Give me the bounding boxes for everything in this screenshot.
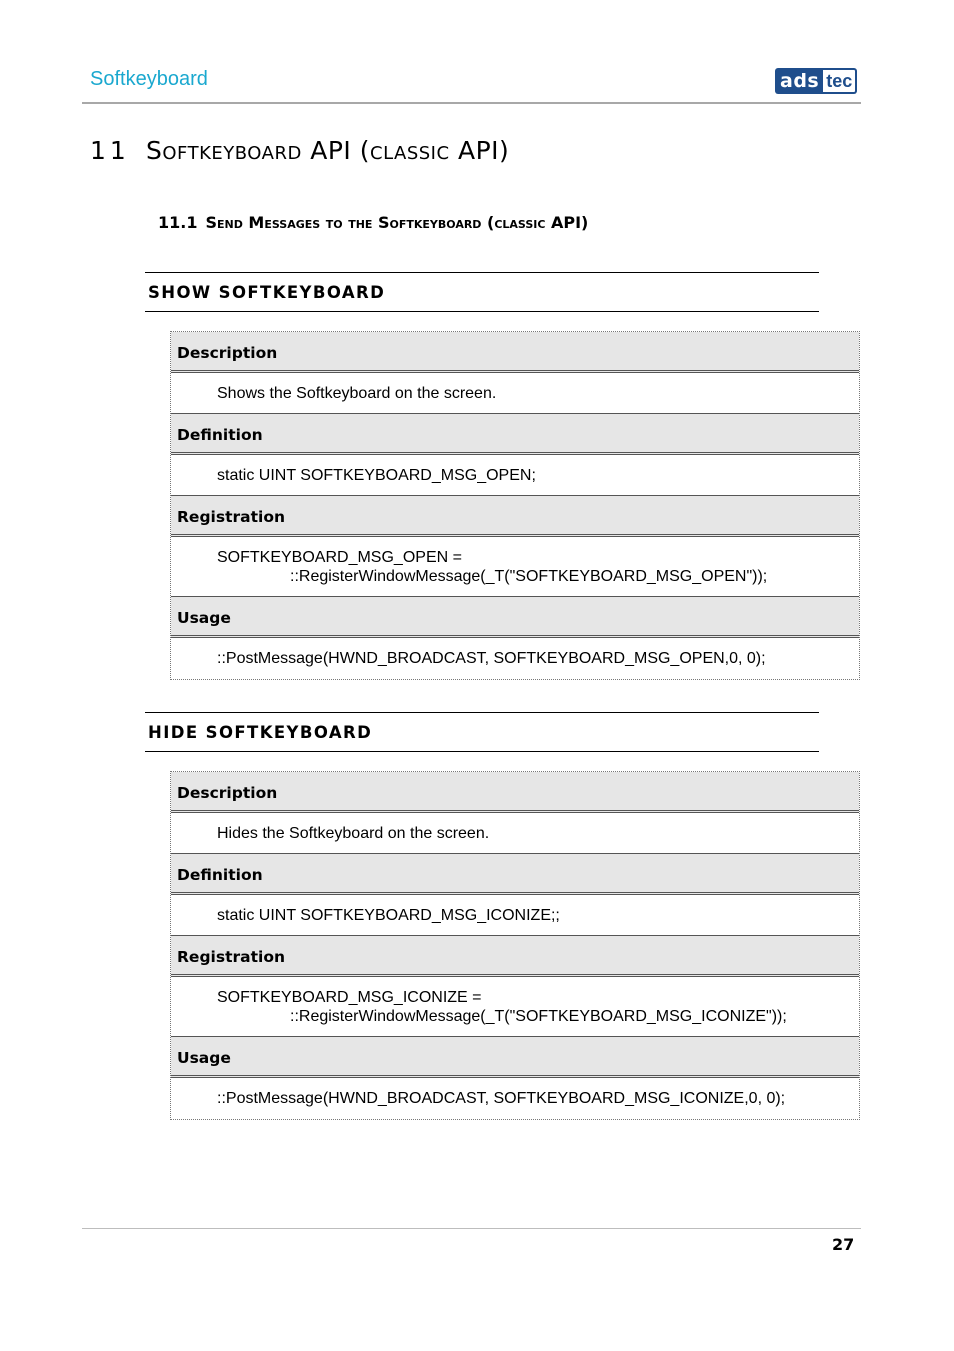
row-label: Definition xyxy=(177,866,263,884)
table-header-row xyxy=(171,854,859,895)
row-text-continued: ::RegisterWindowMessage(_T("SOFTKEYBOARD_MSG_OPEN")); xyxy=(290,568,768,585)
adstec-logo xyxy=(775,68,859,94)
table-body-row xyxy=(171,895,859,936)
logo-right-text: tec xyxy=(823,68,857,94)
api-table-hide xyxy=(170,771,860,1120)
row-label: Usage xyxy=(177,609,231,627)
table-body-row xyxy=(171,977,859,1037)
row-label: Description xyxy=(177,784,278,802)
block-top-rule xyxy=(145,712,819,713)
block-bottom-rule xyxy=(145,311,819,312)
row-text: static UINT SOFTKEYBOARD_MSG_ICONIZE;; xyxy=(217,907,560,924)
running-header-title: Softkeyboard xyxy=(90,68,208,90)
block-heading-hide: HIDE SOFTKEYBOARD xyxy=(148,723,373,742)
table-header-row xyxy=(171,597,859,638)
table-header-row xyxy=(171,1037,859,1078)
row-text: Shows the Softkeyboard on the screen. xyxy=(217,385,497,402)
table-header-row xyxy=(171,332,859,373)
section-number: 11.1 xyxy=(158,213,198,232)
row-text: static UINT SOFTKEYBOARD_MSG_OPEN; xyxy=(217,467,536,484)
row-text: ::PostMessage(HWND_BROADCAST, SOFTKEYBOARD_MSG_OPEN,0, 0); xyxy=(217,650,766,667)
table-body-row xyxy=(171,813,859,854)
page-number: 27 xyxy=(832,1235,855,1254)
block-top-rule xyxy=(145,272,819,273)
table-body-row xyxy=(171,638,859,679)
table-header-row xyxy=(171,414,859,455)
row-label: Definition xyxy=(177,426,263,444)
table-body-row xyxy=(171,1078,859,1119)
row-text: SOFTKEYBOARD_MSG_OPEN = xyxy=(217,549,462,566)
section-title: Send Messages to the Softkeyboard (classic API) xyxy=(205,213,589,232)
section-heading xyxy=(158,213,588,232)
table-body-row xyxy=(171,537,859,597)
row-text-continued: ::RegisterWindowMessage(_T("SOFTKEYBOARD_MSG_ICONIZE")); xyxy=(290,1008,787,1025)
row-text: ::PostMessage(HWND_BROADCAST, SOFTKEYBOARD_MSG_ICONIZE,0, 0); xyxy=(217,1090,786,1107)
table-header-row xyxy=(171,936,859,977)
chapter-heading xyxy=(90,136,509,165)
row-text: SOFTKEYBOARD_MSG_ICONIZE = xyxy=(217,989,482,1006)
chapter-number: 11 xyxy=(90,136,130,165)
row-text: Hides the Softkeyboard on the screen. xyxy=(217,825,490,842)
block-heading-show: SHOW SOFTKEYBOARD xyxy=(148,283,386,302)
chapter-title: Softkeyboard API (classic API) xyxy=(146,136,510,165)
footer-divider xyxy=(82,1228,861,1229)
api-table-show xyxy=(170,331,860,680)
block-bottom-rule xyxy=(145,751,819,752)
header-divider xyxy=(82,102,861,104)
row-label: Registration xyxy=(177,508,286,526)
row-label: Usage xyxy=(177,1049,231,1067)
table-body-row xyxy=(171,455,859,496)
table-body-row xyxy=(171,373,859,414)
logo-left-text: ads xyxy=(775,68,823,94)
row-label: Registration xyxy=(177,948,286,966)
table-header-row xyxy=(171,772,859,813)
row-label: Description xyxy=(177,344,278,362)
table-header-row xyxy=(171,496,859,537)
